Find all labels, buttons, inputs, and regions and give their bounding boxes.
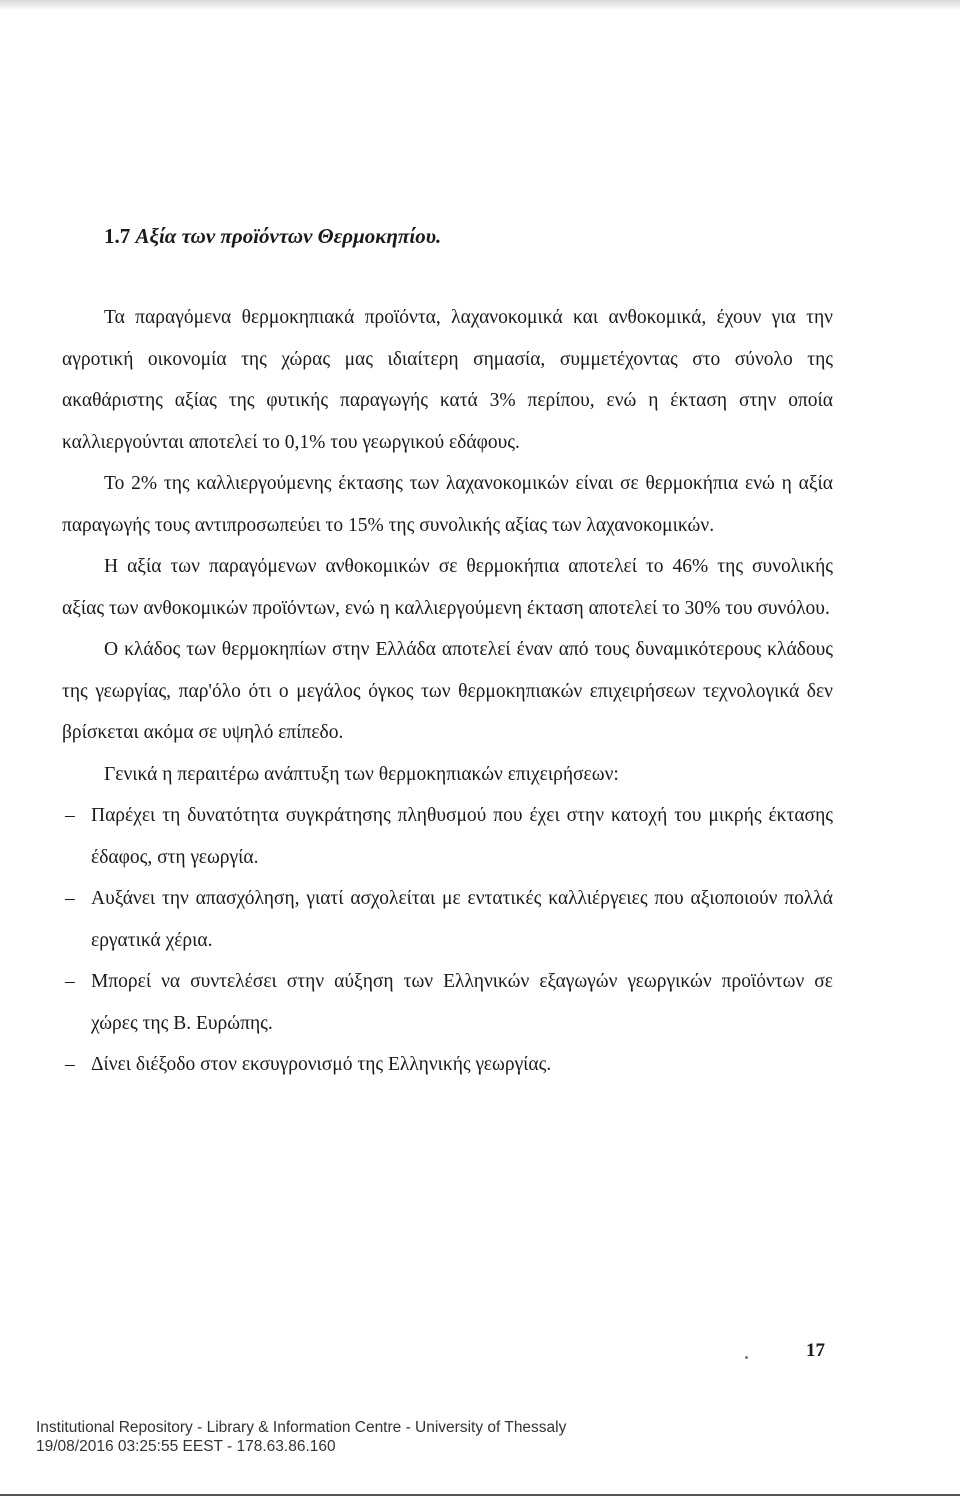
bullet-text: Μπορεί να συντελέσει στην αύξηση των Ελληνικών εξαγωγών γεωργικών προϊόντων σε χώρες της Β. Ευρώπης. — [91, 971, 833, 1034]
bullet-dash: – — [65, 971, 75, 992]
bullet-dash: – — [65, 1054, 75, 1075]
footer-timestamp-line: 19/08/2016 03:25:55 EEST - 178.63.86.160 — [36, 1438, 336, 1455]
paragraph-3: Η αξία των παραγόμενων ανθοκομικών σε θερμοκήπια αποτελεί το 46% της συνολικής αξίας των ανθοκομικών προϊόντων, ενώ η καλλιεργούμενη έκταση αποτελεί το 30% του συνόλου. — [62, 556, 833, 619]
bullet-text: Παρέχει τη δυνατότητα συγκράτησης πληθυσμού που έχει στην κατοχή του μικρής έκτασης έδαφος, στη γεωργία. — [91, 805, 833, 868]
paragraph-2: Το 2% της καλλιεργούμενης έκτασης των λαχανοκομικών είναι σε θερμοκήπια ενώ η αξία παραγωγής τους αντιπροσωπεύει το 15% της συνολικής αξίας των λαχανοκομικών. — [62, 473, 833, 536]
bottom-divider — [0, 1494, 960, 1496]
footer-repository-line: Institutional Repository - Library & Information Centre - University of Thessaly — [36, 1419, 567, 1436]
bullet-text: Δίνει διέξοδο στον εκσυγρονισμό της Ελληνικής γεωργίας. — [91, 1054, 552, 1075]
paragraph-1: Τα παραγόμενα θερμοκηπιακά προϊόντα, λαχανοκομικά και ανθοκομικά, έχουν για την αγροτική οικονομία της χώρας μας ιδιαίτερη σημασία, συμμετέχοντας στο σύνολο της ακαθάριστης αξίας της φυτικής παραγωγής κατά 3% περίπου, ενώ η έκταση στην οποία καλλιεργούνται αποτελεί το 0,1% του γεωργικού εδάφους. — [62, 307, 833, 453]
bullet-dash: – — [65, 888, 75, 909]
list-item — [62, 961, 833, 1044]
list-item — [62, 1044, 833, 1086]
repository-footer — [36, 1418, 566, 1456]
bullet-text: Αυξάνει την απασχόληση, γιατί ασχολείται με εντατικές καλλιέργειες που αξιοποιούν πολλά εργατικά χέρια. — [91, 888, 833, 951]
document-body — [62, 297, 833, 1086]
paragraph-4: Ο κλάδος των θερμοκηπίων στην Ελλάδα αποτελεί έναν από τους δυναμικότερους κλάδους της γεωργίας, παρ'όλο ότι ο μεγάλος όγκος των θερμοκηπιακών επιχειρήσεων τεχνολογικά δεν βρίσκεται ακόμα σε υψηλό επίπεδο. — [62, 639, 833, 743]
section-number: 1.7 — [104, 224, 131, 248]
page-number: 17 — [806, 1340, 825, 1361]
section-title: Αξία των προϊόντων Θερμοκηπίου. — [135, 224, 442, 248]
section-heading — [104, 222, 441, 250]
paragraph-5: Γενικά η περαιτέρω ανάπτυξη των θερμοκηπιακών επιχειρήσεων: — [104, 763, 619, 785]
list-item — [62, 878, 833, 961]
bullet-dash: – — [65, 805, 75, 826]
scan-speck — [745, 1356, 748, 1359]
scan-edge — [0, 0, 960, 10]
bullet-list — [62, 795, 833, 1086]
list-item — [62, 795, 833, 878]
